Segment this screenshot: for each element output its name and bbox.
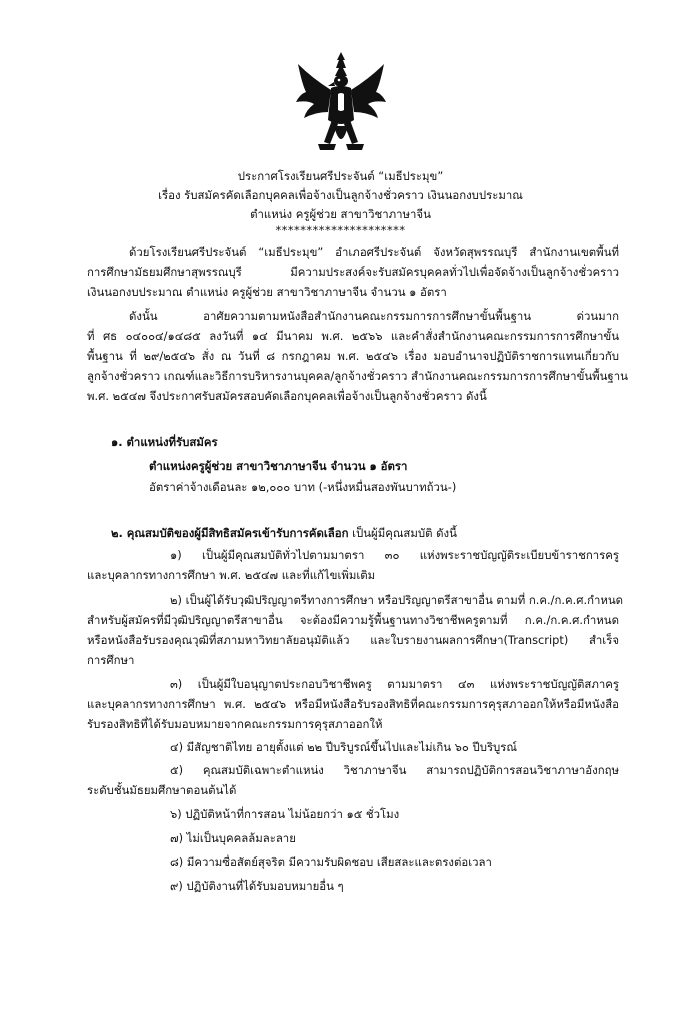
qualification-line: และบุคลากรทางการศึกษา พ.ศ. ๒๕๔๖ หรือมีหนังสือรับรองสิทธิที่คณะกรรมการคุรุสภาออกให้หรือมีหนังสือ xyxy=(87,697,619,711)
section2-heading-tail: เป็นผู้มีคุณสมบัติ ดังนี้ xyxy=(348,526,457,540)
announcement-position: ตำแหน่ง ครูผู้ช่วย สาขาวิชาภาษาจีน xyxy=(250,207,431,221)
qualification-line: สำหรับผู้สมัครที่มีวุฒิปริญญาตรีสาขาอื่น จะต้องมีความรู้พื้นฐานทางวิชาชีพครูตามที่ ก.ค./ก.ค.ศ.กำหนด xyxy=(87,613,619,627)
authority-line: ที่ ศธ ๐๔๐๐๔/๑๔๘๕ ลงวันที่ ๑๔ มีนาคม พ.ศ. ๒๕๖๖ และคำสั่งสำนักงานคณะกรรมการการศึกษาขั้น xyxy=(87,329,619,343)
qualification-line: ๑) เป็นผู้มีคุณสมบัติทั่วไปตามมาตรา ๓๐ แห่งพระราชบัญญัติระเบียบข้าราชการครู xyxy=(170,548,619,562)
qualification-line: ๘) มีความซื่อสัตย์สุจริต มีความรับผิดชอบ เสียสละและตรงต่อเวลา xyxy=(170,855,492,869)
qualification-line: รับรองสิทธิที่ได้รับมอบหมายจากคณะกรรมการคุรุสภาออกให้ xyxy=(87,717,383,731)
intro-line: เงินนอกงบประมาณ ตำแหน่ง ครูผู้ช่วย สาขาวิชาภาษาจีน จำนวน ๑ อัตรา xyxy=(87,285,447,299)
intro-line: การศึกษามัธยมศึกษาสุพรรณบุรี มีความประสงค์จะรับสมัครบุคคลทั่วไปเพื่อจัดจ้างเป็นลูกจ้างชั่วคราว xyxy=(87,265,619,279)
announcement-subject: เรื่อง รับสมัครคัดเลือกบุคคลเพื่อจ้างเป็นลูกจ้างชั่วคราว เงินนอกงบประมาณ xyxy=(158,188,523,202)
authority-line: ลูกจ้างชั่วคราว เกณฑ์และวิธีการบริหารงานบุคคล/ลูกจ้างชั่วคราว สำนักงานคณะกรรมการการศึกษาขั้นพื้นฐาน xyxy=(87,369,628,383)
section1-position: ตำแหน่งครูผู้ช่วย สาขาวิชาภาษาจีน จำนวน ๑ อัตรา xyxy=(149,459,408,473)
authority-line: พื้นฐาน ที่ ๒๙/๒๕๔๖ สั่ง ณ วันที่ ๘ กรกฎาคม พ.ศ. ๒๕๔๖ เรื่อง มอบอำนาจปฏิบัติราชการแทนเกี่ยวกับ xyxy=(87,349,619,363)
qualification-line: ๒) เป็นผู้ได้รับวุฒิปริญญาตรีทางการศึกษา หรือปริญญาตรีสาขาอื่น ตามที่ ก.ค./ก.ค.ศ.กำหนด xyxy=(170,593,624,607)
authority-line: พ.ศ. ๒๕๔๗ จึงประกาศรับสมัครสอบคัดเลือกบุคคลเพื่อจ้างเป็นลูกจ้างชั่วคราว ดังนี้ xyxy=(87,389,487,403)
section1-salary: อัตราค่าจ้างเดือนละ ๑๒,๐๐๐ บาท (-หนึ่งหมื่นสองพันบาทถ้วน-) xyxy=(149,480,457,494)
qualification-line: และบุคลากรทางการศึกษา พ.ศ. ๒๕๔๗ และที่แก้ไขเพิ่มเติม xyxy=(87,568,376,582)
section2-heading-line xyxy=(111,524,457,543)
garuda-emblem-icon xyxy=(294,50,388,162)
authority-line: ดังนั้น อาศัยความตามหนังสือสำนักงานคณะกรรมการการศึกษาขั้นพื้นฐาน ด่วนมาก xyxy=(129,309,619,323)
announcement-title: ประกาศโรงเรียนศรีประจันต์ “เมธีประมุข” xyxy=(237,169,444,183)
header-divider: ********************* xyxy=(275,223,406,237)
section2-heading: ๒. คุณสมบัติของผู้มีสิทธิสมัครเข้ารับการคัดเลือก xyxy=(111,526,349,540)
qualification-line: ๕) คุณสมบัติเฉพาะตำแหน่ง วิชาภาษาจีน สามารถปฏิบัติการสอนวิชาภาษาอังกฤษ xyxy=(170,763,619,777)
qualification-line: ๗) ไม่เป็นบุคคลล้มละลาย xyxy=(170,831,296,845)
intro-line: ด้วยโรงเรียนศรีประจันต์ “เมธีประมุข” อำเภอศรีประจันต์ จังหวัดสุพรรณบุรี สำนักงานเขตพื้นที่ xyxy=(129,245,619,259)
qualification-line: ๖) ปฏิบัติหน้าที่การสอน ไม่น้อยกว่า ๑๕ ชั่วโมง xyxy=(170,807,400,821)
qualification-line: การศึกษา xyxy=(87,653,135,667)
qualification-line: ๔) มีสัญชาติไทย อายุตั้งแต่ ๒๒ ปีบริบูรณ์ขึ้นไปและไม่เกิน ๖๐ ปีบริบูรณ์ xyxy=(170,740,517,754)
qualification-line: ๙) ปฏิบัติงานที่ได้รับมอบหมายอื่น ๆ xyxy=(170,879,344,893)
qualification-line: ระดับชั้นมัธยมศึกษาตอนต้นได้ xyxy=(87,783,237,797)
qualification-line: หรือหนังสือรับรองคุณวุฒิที่สภามหาวิทยาลัยอนุมัติแล้ว และใบรายงานผลการศึกษา(Transcript) สำเร็จ xyxy=(87,633,619,647)
section1-heading: ๑. ตำแหน่งที่รับสมัคร xyxy=(111,435,218,449)
qualification-line: ๓) เป็นผู้มีใบอนุญาตประกอบวิชาชีพครู ตามมาตรา ๔๓ แห่งพระราชบัญญัติสภาครู xyxy=(170,677,619,691)
